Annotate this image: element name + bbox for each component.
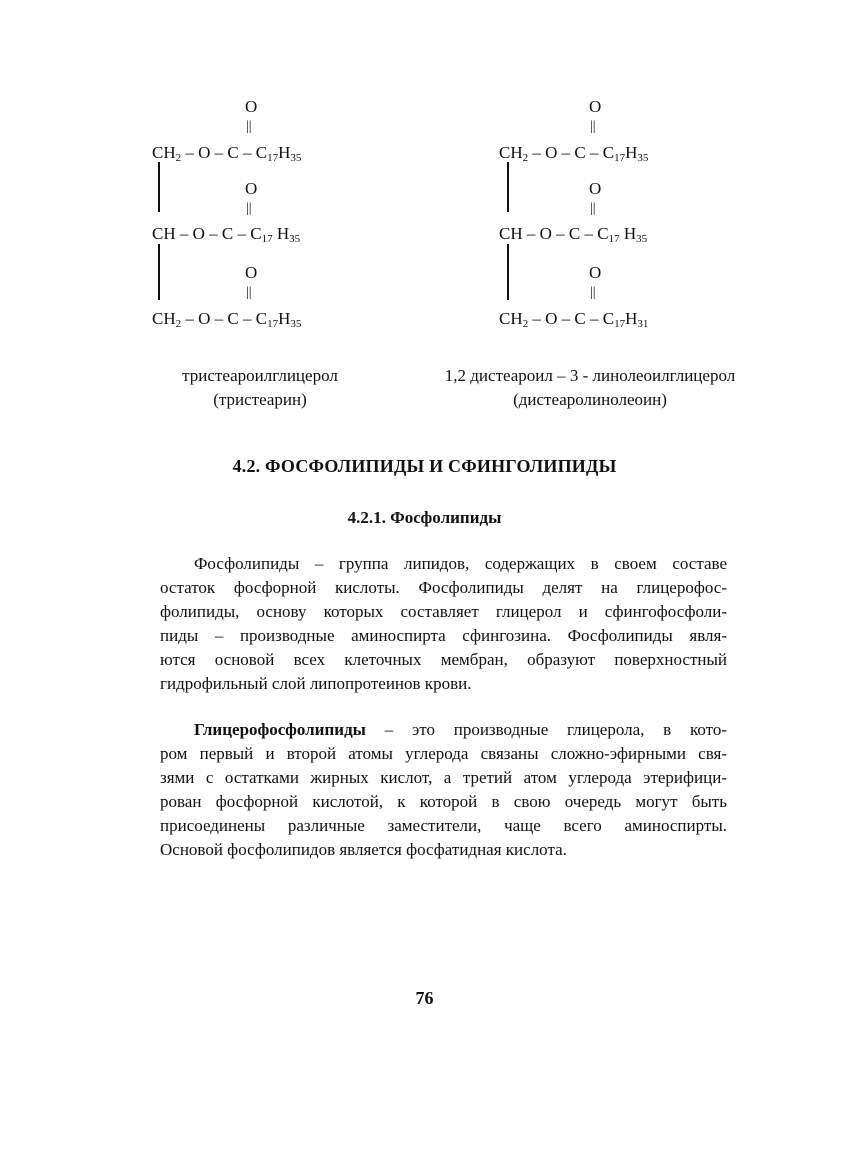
carbonyl-oxygen-1: O <box>589 97 602 116</box>
paragraph-phospholipids <box>160 552 727 696</box>
carbonyl-oxygen-3: O <box>589 263 602 282</box>
double-bond-1: || <box>246 119 252 134</box>
paragraph-line: Фосфолипиды – группа липидов, содержащих в своем составе <box>194 554 727 573</box>
subsection-heading: 4.2.1. Фосфолипиды <box>347 508 502 527</box>
carbonyl-oxygen-1: O <box>245 97 258 116</box>
formula-tristearin <box>152 98 352 338</box>
formula-row-2: CH – O – C – $C_{17}$ $H_{35}$ <box>152 224 301 245</box>
caption-left-trivial: (тристеарин) <box>213 390 307 409</box>
section-heading: 4.2. ФОСФОЛИПИДЫ И СФИНГОЛИПИДЫ <box>232 456 617 476</box>
paragraph-line: пиды – производные аминоспирта сфингозина. Фосфолипиды явля- <box>160 626 727 645</box>
formula-row-1: $CH_2$ – O – C – $C_{17}H_{35}$ <box>152 143 302 164</box>
carbonyl-oxygen-2: O <box>245 179 258 198</box>
double-bond-1: || <box>590 119 596 134</box>
paragraph-glycerophospholipids <box>160 718 727 862</box>
carbonyl-oxygen-2: O <box>589 179 602 198</box>
paragraph-line: ром первый и второй атомы углерода связаны сложно-эфирными свя- <box>160 744 727 763</box>
caption-right-name: 1,2 дистеароил – 3 - линолеоилглицерол <box>444 366 736 385</box>
paragraph-line: присоединены различные заместители, чаще всего аминоспирты. <box>160 816 727 835</box>
paragraph-line-rest: – это производные глицерола, в кото- <box>365 720 727 739</box>
paragraph-first-line <box>160 718 727 742</box>
paragraph-line: Основой фосфолипидов является фосфатидная кислота. <box>160 840 567 859</box>
paragraph-line: остаток фосфорной кислоты. Фосфолипиды делят на глицерофос- <box>160 578 727 597</box>
bond-line-1 <box>158 162 160 212</box>
double-bond-3: || <box>590 285 596 300</box>
paragraph-line: гидрофильный слой липопротеинов крови. <box>160 674 472 693</box>
carbonyl-oxygen-3: O <box>245 263 258 282</box>
paragraph-line: ются основой всех клеточных мембран, образуют поверхностный <box>160 650 727 669</box>
paragraph-line: фолипиды, основу которых составляет глицерол и сфингофосфоли- <box>160 602 727 621</box>
formula-distearolinolein <box>499 98 699 338</box>
formula-row-1: $CH_2$ – O – C – $C_{17}H_{35}$ <box>499 143 649 164</box>
bond-line-2 <box>507 244 509 300</box>
formula-row-3: $CH_2$ – O – C – $C_{17}H_{35}$ <box>152 309 302 330</box>
bold-term: Глицерофосфолипиды <box>194 720 366 739</box>
caption-right <box>400 364 780 412</box>
caption-left <box>145 364 375 412</box>
double-bond-2: || <box>590 201 596 216</box>
double-bond-3: || <box>246 285 252 300</box>
paragraph-line: зями с остатками жирных кислот, а третий атом углерода этерифици- <box>160 768 727 787</box>
double-bond-2: || <box>246 201 252 216</box>
bond-line-1 <box>507 162 509 212</box>
formula-row-2: CH – O – C – $C_{17}$ $H_{35}$ <box>499 224 648 245</box>
page-number: 76 <box>415 988 434 1008</box>
formula-row-3: $CH_2$ – O – C – $C_{17}H_{31}$ <box>499 309 649 330</box>
caption-left-name: тристеароилглицерол <box>182 366 338 385</box>
caption-right-trivial: (дистеаролинолеоин) <box>513 390 667 409</box>
bond-line-2 <box>158 244 160 300</box>
paragraph-line: рован фосфорной кислотой, к которой в свою очередь могут быть <box>160 792 727 811</box>
